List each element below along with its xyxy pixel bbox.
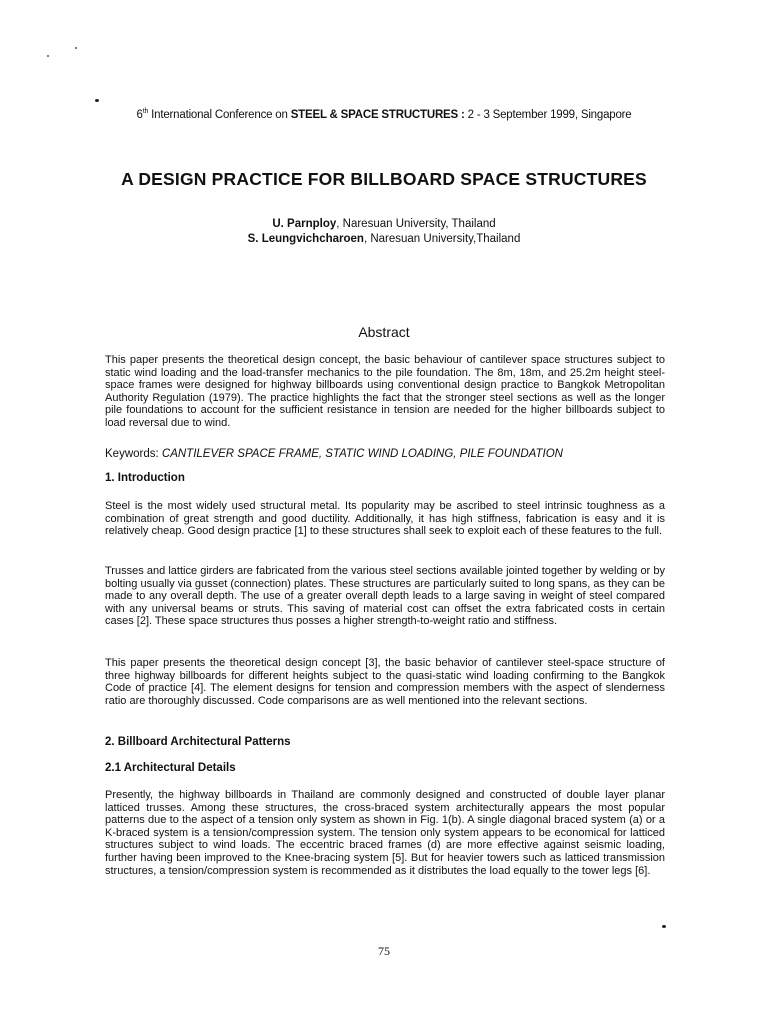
author-affiliation: , Naresuan University, Thailand (336, 218, 496, 230)
intro-paragraph-2: Trusses and lattice girders are fabricated from the various steel sections available jointed together by welding or by bolting usually via gusset (connection) plates. These structures are particularly suited to long spans, as they can be made to any overall depth. The use of a greater overall depth leads to a large saving in weight of steel compared with any universal beams or struts. This saving of material cost can offset the extra fabricated costs in certain cases [2]. These space structures thus posses a higher strength-to-weight ratio and stiffness. (105, 565, 665, 628)
section-heading-architectural-details: 2.1 Architectural Details (105, 762, 236, 774)
author-name: U. Parnploy (272, 218, 337, 230)
keywords-items: CANTILEVER SPACE FRAME, STATIC WIND LOADING, PILE FOUNDATION (161, 448, 563, 460)
author-name: S. Leungvichcharoen (247, 233, 364, 245)
section-2-1-paragraph: Presently, the highway billboards in Thailand are commonly designed and constructed of double layer planar latticed trusses. Among these structures, the cross-braced system architecturally appears the most popular patterns due to the aspect of a tension only system as shown in Fig. 1(b). A single diagonal braced system (a) or a K-braced system is a tension/compression system. The tension only system appears to be economical for latticed structures subject to wind loads. The eccentric braced frames (d) are more effective against seismic loading, further having been improved to the Knee-bracing system [5]. But for heavier towers such as latticed transmission structures, a tension/compression system is recommended as it distributes the load equally to the tower legs [6]. (105, 789, 665, 877)
section-heading-billboard-patterns: 2. Billboard Architectural Patterns (105, 736, 291, 748)
conference-mid: International Conference on (148, 108, 291, 121)
author-affiliation: , Naresuan University,Thailand (363, 233, 521, 245)
paper-title: A DESIGN PRACTICE FOR BILLBOARD SPACE STRUCTURES (121, 169, 647, 189)
conference-name: STEEL & SPACE STRUCTURES : (290, 108, 468, 121)
conference-dates: 2 - 3 September 1999, Singapore (467, 108, 632, 121)
scan-speck (47, 55, 49, 57)
conference-prefix: 6 (136, 108, 143, 121)
section-heading-introduction: 1. Introduction (105, 472, 185, 484)
intro-paragraph-3: This paper presents the theoretical design concept [3], the basic behavior of cantilever steel-space structure of three highway billboards for different heights subject to the quasi-static wind loading confirming to the Bangkok Code of practice [4]. The element designs for tension and compression members with the aspect of slenderness ratio are thoroughly discussed. Code comparisons are as well mentioned into the relevant sections. (105, 657, 665, 707)
abstract-heading: Abstract (358, 324, 410, 340)
scan-speck (75, 47, 77, 49)
scan-speck (662, 925, 666, 928)
page-number: 75 (378, 944, 390, 958)
author-line (0, 232, 768, 247)
conference-header (0, 108, 768, 121)
scan-speck (95, 99, 99, 102)
keywords (105, 448, 665, 460)
author-list (0, 217, 768, 247)
author-line (0, 217, 768, 232)
abstract-text: This paper presents the theoretical design concept, the basic behaviour of cantilever space structures subject to static wind loading and the load-transfer mechanics to the pile foundation. The 8m, 18m, and 25.2m height steel-space frames were designed for highway billboards using conventional design practice to Bangkok Metropolitan Authority Regulation (1979). The practice highlights the fact that the stronger steel sections as well as the longer pile foundations to account for the sufficient resistance in tension are needed for the higher billboards subject to load reversal due to wind. (105, 354, 665, 429)
conference-sup: th (142, 108, 149, 115)
keywords-label: Keywords: (105, 448, 162, 460)
intro-paragraph-1: Steel is the most widely used structural metal. Its popularity may be ascribed to steel intrinsic toughness as a combination of great strength and good ductility. Additionally, it has high stiffness, fabrication is easy and it is relatively cheap. Good design practice [1] to these structures shall seek to exploit each of these features to the full. (105, 500, 665, 538)
